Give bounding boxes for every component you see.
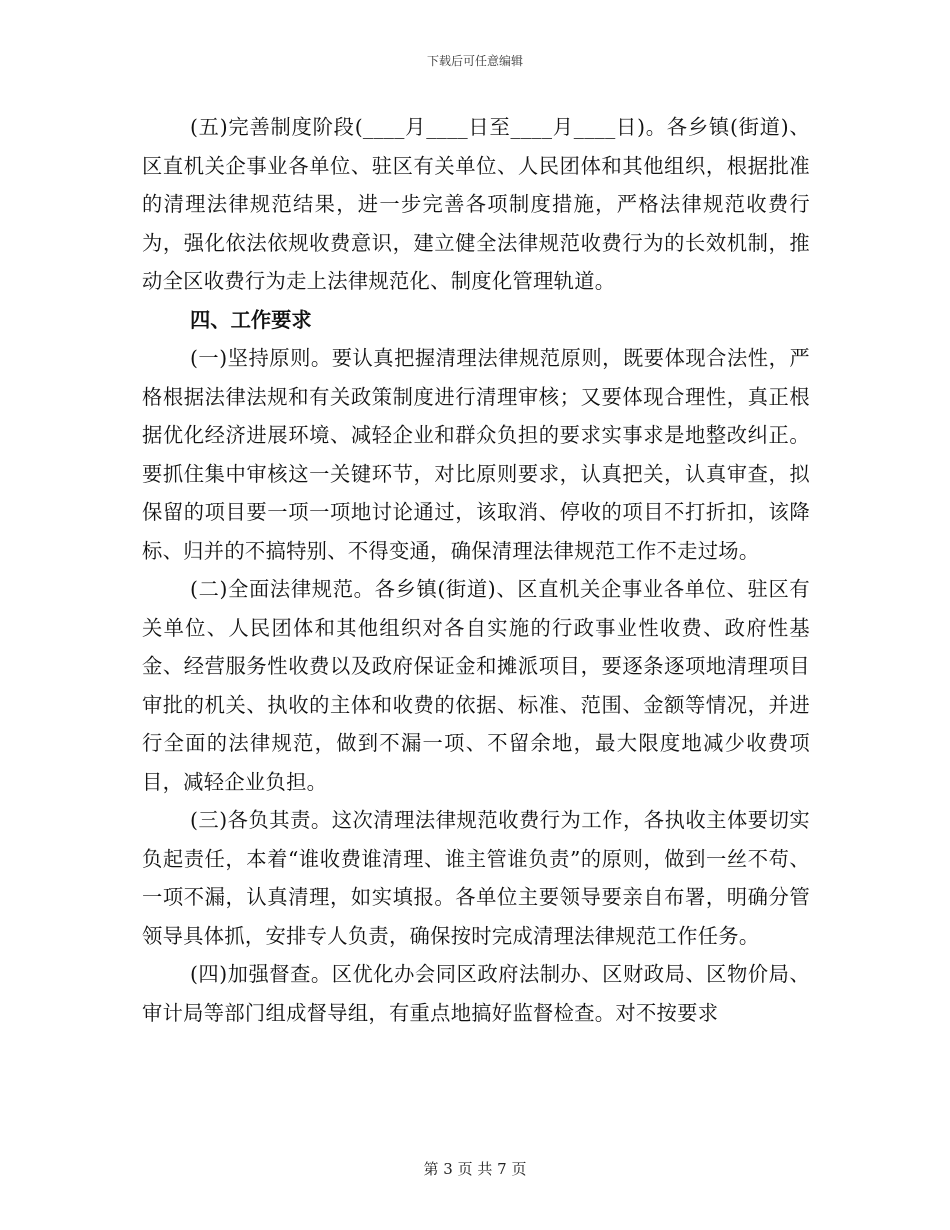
- page-header: 下载后可任意编辑: [426, 54, 523, 68]
- paragraph-requirement-two: (二)全面法律规范。各乡镇(街道)、区直机关企事业各单位、驻区有关单位、人民团体和其他组织对各自实施的行政事业性收费、政府性基金、经营服务性收费以及政府保证金和摊派项目，要逐条逐项地清理项目审批的机关、执收的主体和收费的依据、标准、范围、金额等情况，并进行全面的法律规范，做到不漏一项、不留余地，最大限度地减少收费项目，减轻企业负担。: [142, 577, 810, 794]
- section-heading-work-requirements: 四、工作要求: [190, 307, 312, 332]
- page-number-footer: 第 3 页 共 7 页: [423, 1160, 527, 1178]
- paragraph-requirement-one: (一)坚持原则。要认真把握清理法律规范原则，既要体现合法性，严格根据法律法规和有关政策制度进行清理审核；又要体现合理性，真正根据优化经济进展环境、减轻企业和群众负担的要求实事求是地整改纠正。要抓住集中审核这一关键环节，对比原则要求，认真把关，认真审查，拟保留的项目要一项一项地讨论通过，该取消、停收的项目不打折扣，该降标、归并的不搞特别、不得变通，确保清理法律规范工作不走过场。: [142, 346, 810, 563]
- document-body: [142, 108, 810, 1032]
- paragraph-stage-five: (五)完善制度阶段(____月____日至____月____日)。各乡镇(街道)、区直机关企事业各单位、驻区有关单位、人民团体和其他组织，根据批准的清理法律规范结果，进一步完善各项制度措施，严格法律规范收费行为，强化依法依规收费意识，建立健全法律规范收费行为的长效机制，推动全区收费行为走上法律规范化、制度化管理轨道。: [142, 115, 810, 293]
- paragraph-requirement-four: (四)加强督查。区优化办会同区政府法制办、区财政局、区物价局、审计局等部门组成督导组，有重点地搞好监督检查。对不按要求: [142, 962, 810, 1025]
- paragraph-requirement-three: (三)各负其责。这次清理法律规范收费行为工作，各执收主体要切实负起责任，本着“谁收费谁清理、谁主管谁负责”的原则，做到一丝不苟、一项不漏，认真清理，如实填报。各单位主要领导要亲自布署，明确分管领导具体抓，安排专人负责，确保按时完成清理法律规范工作任务。: [142, 808, 810, 948]
